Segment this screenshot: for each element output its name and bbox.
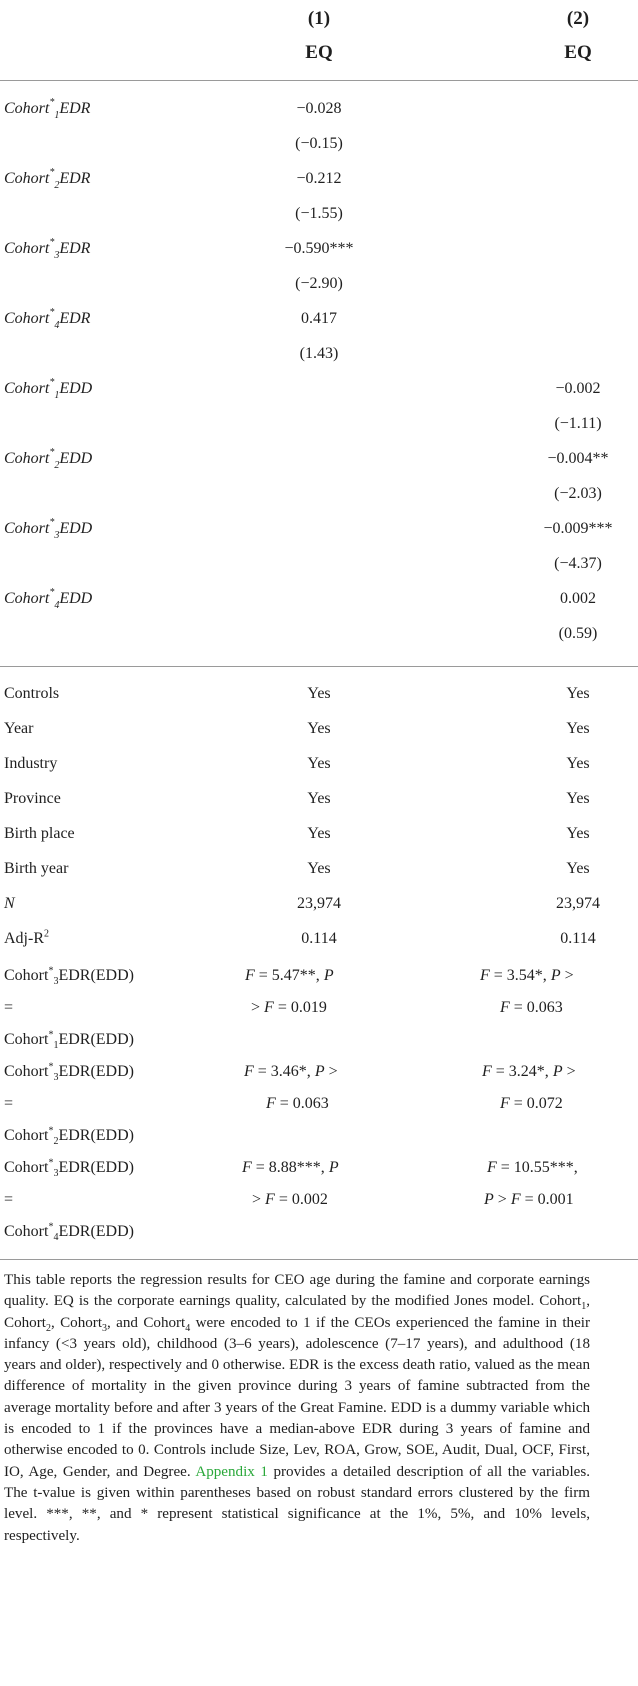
row-label: Cohort*$_2$EDR [4,166,91,192]
col-2-value: −0.002 [555,380,601,397]
col-1-tstat: (−1.55) [295,205,343,222]
tstat-row [0,546,638,581]
col-2-value: −0.004** [547,450,609,467]
test-rhs: Cohort*$_1$EDR(EDD) [4,1029,134,1052]
col-1-value: 0.417 [301,310,337,327]
row-label: Year [4,720,34,737]
col-2-value: Yes [566,685,590,702]
control-row [0,781,638,816]
control-row [0,676,638,711]
col-2-p-value: P > F = 0.001 [484,1191,574,1208]
row-label: N [4,895,15,912]
col-1-value: Yes [307,685,331,702]
table-footnote: This table reports the regression results for CEO age during the famine and corporate earnings quality. EQ is the corporate earnings quality, calculated by the modified Jones model. Cohort$_1$, Cohort$_2$, Cohort$_3$, and Cohort$_4$ were encoded to 1 if the CEOs experienced the famine in their infancy (<3 years old), childhood (3–6 years), adolescence (7–17 years), and adulthood (18 years and older), respectively and 0 otherwise. EDR is the excess death ratio, valued as the mean difference of mortality in the given province during 3 years of famine subtracted from the average mortality before and after 3 years of the Great Famine. EDD is a dummy variable which is encoded to 1 if the provinces have a median-above EDR during 3 years of famine and otherwise encoded to 0. Controls include Size, Lev, ROA, Grow, SOE, Audit, Dual, OCF, First, IO, Age, Gender, and Degree. Appendix 1 provides a detailed description of all the variables. The t-value is given within parentheses based on robust standard errors clustered by the firm level. ***, **, and * represent statistical significance at the 1%, 5%, and 10% levels, respectively. [4,1272,590,1544]
col-2-tstat: (−4.37) [554,555,602,572]
tstat-row [0,336,638,371]
col-1-p-value: F = 0.063 [266,1095,329,1112]
col-1-p-value: > F = 0.019 [251,999,327,1016]
col-2-value: Yes [566,790,590,807]
test-eq: = [4,999,14,1016]
test-rhs: Cohort*$_4$EDR(EDD) [4,1221,134,1244]
col-2-tstat: (0.59) [558,625,598,642]
test-rhs: Cohort*$_2$EDR(EDD) [4,1125,134,1148]
col-2-f-stat: F = 3.24*, P > [482,1063,576,1080]
col-1-tstat: (−2.90) [295,275,343,292]
row-label: Adj-$R^2$ [4,928,49,947]
appendix-link[interactable]: Appendix 1 [195,1463,268,1480]
col-2-p-value: F = 0.072 [500,1095,563,1112]
header-rule [0,80,638,81]
col-2-value: Yes [566,720,590,737]
col-1-tstat: (−0.15) [295,135,343,152]
col-1-tstat: (1.43) [299,345,339,362]
column-1-label: EQ [305,42,333,63]
col-1-value: Yes [307,860,331,877]
col-2-value: −0.009*** [543,520,613,537]
tstat-row [0,476,638,511]
tstat-row [0,196,638,231]
coef-row [0,511,638,546]
row-label: Birth place [4,825,75,842]
tstat-row [0,126,638,161]
row-label: Industry [4,755,58,772]
col-2-value: Yes [566,755,590,772]
test-lhs: Cohort*$_3$EDR(EDD) [4,965,134,988]
row-label: Cohort*$_3$EDD [4,516,93,542]
test-lhs: Cohort*$_3$EDR(EDD) [4,1157,134,1180]
col-1-value: Yes [307,720,331,737]
coef-row [0,91,638,126]
control-row [0,816,638,851]
col-2-value: Yes [566,825,590,842]
col-1-value: Yes [307,825,331,842]
col-1-value: −0.590*** [284,240,354,257]
adj-r2-row [0,921,638,956]
col-2-value: 23,974 [556,895,600,912]
col-2-tstat: (−2.03) [554,485,602,502]
col-2-value: 0.114 [560,930,596,947]
coef-row [0,441,638,476]
control-row [0,711,638,746]
col-1-value: 23,974 [297,895,341,912]
table-header [0,0,638,88]
coef-row [0,231,638,266]
row-label: Cohort*$_3$EDR [4,236,91,262]
col-2-p-value: F = 0.063 [500,999,563,1016]
test-eq: = [4,1095,14,1112]
coef-row [0,301,638,336]
test-eq: = [4,1191,14,1208]
column-1-number: (1) [307,8,331,29]
col-2-tstat: (−1.11) [554,415,602,432]
col-1-p-value: > F = 0.002 [252,1191,328,1208]
col-1-f-stat: F = 3.46*, P > [244,1063,338,1080]
column-2-header [518,2,638,70]
row-label: Cohort*$_1$EDR [4,96,91,122]
coef-row [0,581,638,616]
mid-rule [0,666,638,667]
observations-row [0,886,638,921]
column-2-number: (2) [566,8,590,29]
row-label: Cohort*$_1$EDD [4,376,93,402]
row-label: Province [4,790,61,807]
column-1-header [259,2,379,70]
test-lhs: Cohort*$_3$EDR(EDD) [4,1061,134,1084]
row-label: Cohort*$_4$EDD [4,586,93,612]
control-row [0,746,638,781]
coef-row [0,161,638,196]
tstat-row [0,406,638,441]
control-row [0,851,638,886]
bottom-rule [0,1259,638,1260]
row-label: Birth year [4,860,69,877]
col-1-value: Yes [307,755,331,772]
col-1-value: 0.114 [301,930,337,947]
col-2-value: 0.002 [560,590,596,607]
coef-row [0,371,638,406]
tstat-row [0,616,638,651]
col-1-value: −0.212 [296,170,342,187]
col-1-value: −0.028 [296,100,342,117]
col-2-value: Yes [566,860,590,877]
row-label: Controls [4,685,60,702]
row-label: Cohort*$_4$EDR [4,306,91,332]
col-1-f-stat: F = 5.47**, P [245,967,334,984]
column-2-label: EQ [564,42,592,63]
col-1-f-stat: F = 8.88***, P [242,1159,339,1176]
col-1-value: Yes [307,790,331,807]
row-label: Cohort*$_2$EDD [4,446,93,472]
col-2-f-stat: F = 10.55***, [487,1159,578,1176]
col-2-f-stat: F = 3.54*, P > [480,967,574,984]
tstat-row [0,266,638,301]
